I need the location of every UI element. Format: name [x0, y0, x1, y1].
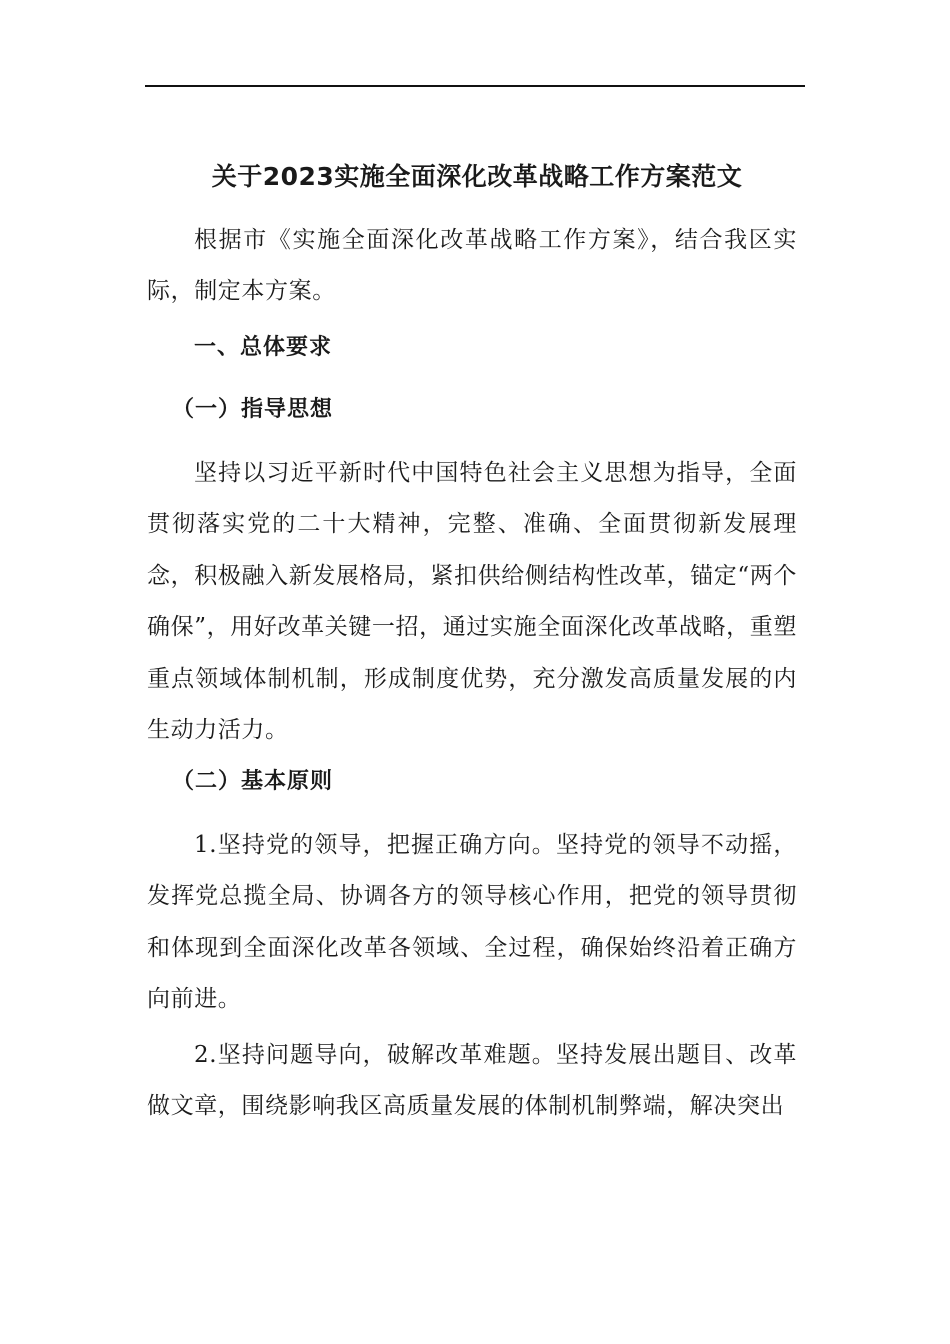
subsection-heading-guiding-ideology: （一）指导思想	[172, 397, 334, 422]
header-rule	[145, 85, 805, 87]
principle-1-paragraph: 1.坚持党的领导，把握正确方向。坚持党的领导不动摇，发挥党总揽全局、协调各方的领导核心作用，把党的领导贯彻和体现到全面深化改革各领域、全过程，确保始终沿着正确方向前进。	[147, 832, 797, 1013]
principle-2-paragraph: 2.坚持问题导向，破解改革难题。坚持发展出题目、改革做文章，围绕影响我区高质量发展的体制机制弊端，解决突出	[147, 1042, 797, 1120]
section-heading-general-requirements: 一、总体要求	[194, 335, 333, 360]
document-title: 关于2023实施全面深化改革战略工作方案范文	[211, 162, 743, 191]
guiding-ideology-paragraph: 坚持以习近平新时代中国特色社会主义思想为指导，全面贯彻落实党的二十大精神，完整、准确、全面贯彻新发展理念，积极融入新发展格局，紧扣供给侧结构性改革，锚定“两个确保”，用好改革关键一招，通过实施全面深化改革战略，重塑重点领域体制机制，形成制度优势，充分激发高质量发展的内生动力活力。	[147, 460, 797, 744]
subsection-heading-basic-principles: （二）基本原则	[172, 769, 334, 794]
intro-paragraph: 根据市《实施全面深化改革战略工作方案》，结合我区实际，制定本方案。	[147, 227, 797, 305]
